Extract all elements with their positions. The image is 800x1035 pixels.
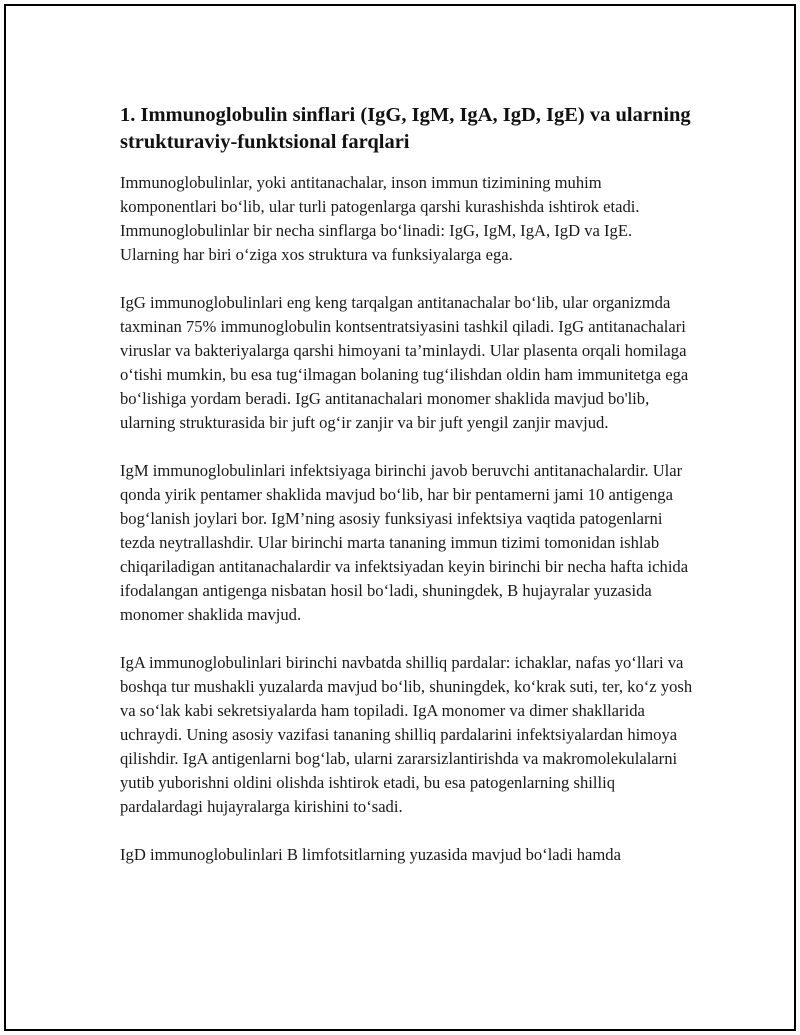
paragraph-igd: IgD immunoglobulinlari B limfotsitlarning yuzasida mavjud bo‘ladi hamda: [120, 845, 621, 864]
paragraph-igg: IgG immunoglobulinlari eng keng tarqalgan antitanachalar bo‘lib, ular organizmda taxminan 75% immunoglobulin kontsentratsiyasini tashkil qiladi. IgG antitanachalari viruslar va bakteriyalarga qarshi himoyani ta’minlaydi. Ular plasenta orqali homilaga o‘tishi mumkin, bu esa tug‘ilmagan bolaning tug‘ilishdan oldin ham immunitetga ega bo‘lishiga yordam beradi. IgG antitanachalari monomer shaklida mavjud bo'lib, ularning strukturasida bir juft og‘ir zanjir va bir juft yengil zanjir mavjud.: [120, 293, 689, 432]
page-frame: [4, 4, 796, 1031]
section-heading: 1. Immunoglobulin sinflari (IgG, IgM, IgA, IgD, IgE) va ularning strukturaviy-funktsional farqlari: [120, 104, 691, 153]
paragraph-iga: IgA immunoglobulinlari birinchi navbatda shilliq pardalar: ichaklar, nafas yo‘llari va boshqa tur mushakli yuzalarda mavjud bo‘lib, shuningdek, ko‘krak suti, ter, ko‘z yosh va so‘lak kabi sekretsiyalarda ham topiladi. IgA monomer va dimer shakllarida uchraydi. Uning asosiy vazifasi tananing shilliq pardalarini infektsiyalardan himoya qilishdir. IgA antigenlarni bog‘lab, ularni zararsizlantirishda va makromolekulalarni yutib yuborishni oldini olishda ishtirok etadi, bu esa patogenlarning shilliq pardalardagi hujayralarga kirishini to‘sadi.: [120, 653, 693, 816]
document-body: [120, 102, 695, 891]
paragraph-intro: Immunoglobulinlar, yoki antitanachalar, inson immun tizimining muhim komponentlari bo‘lib, ular turli patogenlarga qarshi kurashishda ishtirok etadi. Immunoglobulinlar bir necha sinflarga bo‘linadi: IgG, IgM, IgA, IgD va IgE. Ularning har biri o‘ziga xos struktura va funksiyalarga ega.: [120, 173, 640, 264]
paragraph-igm: IgM immunoglobulinlari infektsiyaga birinchi javob beruvchi antitanachalardir. Ular qonda yirik pentamer shaklida mavjud bo‘lib, har bir pentamerni jami 10 antigenga bog‘lanish joylari bor. IgM’ning asosiy funksiyasi infektsiya vaqtida patogenlarni tezda neytrallashdir. Ular birinchi marta tananing immun tizimi tomonidan ishlab chiqariladigan antitanachalardir va infektsiyadan keyin birinchi bir necha hafta ichida ifodalangan antigenga nisbatan hosil bo‘ladi, shuningdek, B hujayralar yuzasida monomer shaklida mavjud.: [120, 461, 689, 624]
